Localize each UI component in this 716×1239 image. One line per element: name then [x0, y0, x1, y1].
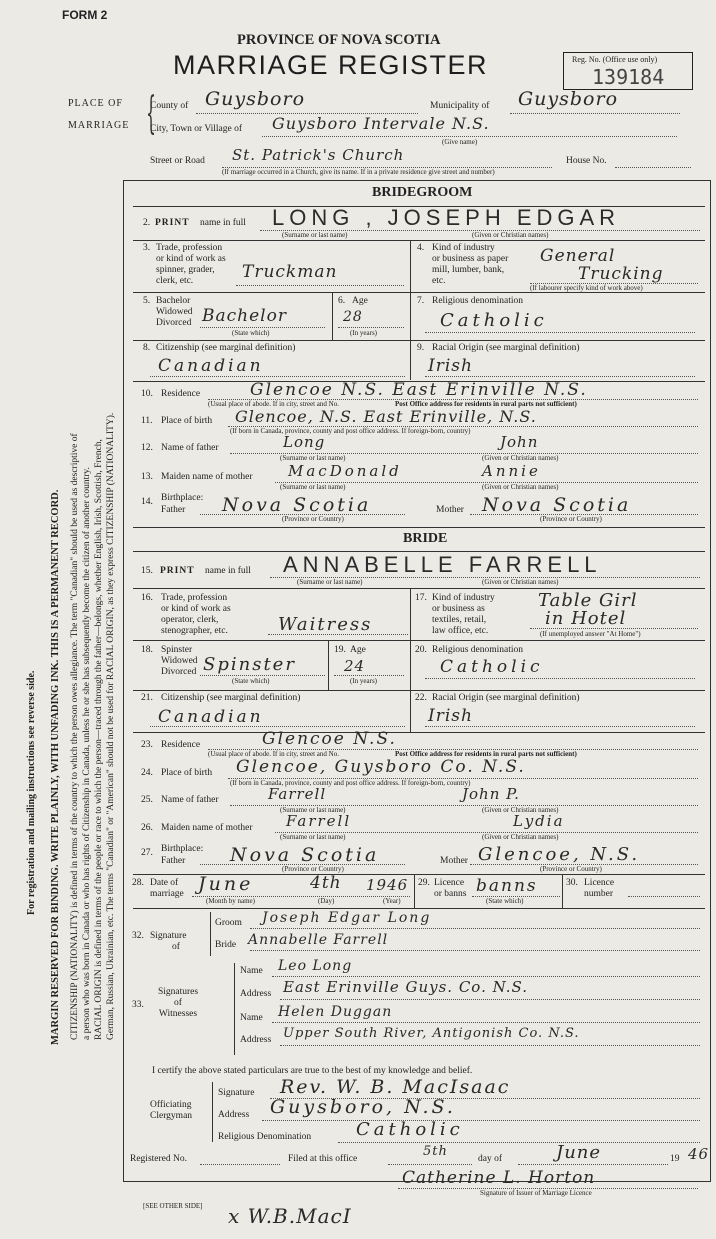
bride-name-value: ANNABELLE FARRELL: [283, 552, 602, 577]
groom-bp-mother-value: Nova Scotia: [482, 494, 632, 516]
groom-bp-mother-label: Mother: [436, 505, 464, 515]
street-label: Street or Road: [150, 156, 205, 166]
bride-religion-label: Religious denomination: [432, 645, 524, 655]
filed-month: June: [556, 1142, 602, 1163]
bride-age-value: 24: [344, 657, 366, 675]
licence-value: banns: [476, 876, 538, 896]
bride-father-given: John P.: [462, 785, 520, 803]
bride-citizen-value: Canadian: [158, 707, 264, 727]
county-label: County of: [150, 101, 189, 111]
bride-residence-value: Glencoe N.S.: [262, 729, 397, 749]
bride-residence-label: Residence: [161, 740, 201, 750]
bride-father-surname: Farrell: [268, 785, 327, 803]
bride-father-surname-caption: (Surname or last name): [280, 806, 346, 814]
marriage-month: June: [198, 873, 254, 895]
groom-status-label: Bachelor Widowed Divorced: [156, 296, 193, 328]
groom-bp-father-caption: (Province or Country): [282, 515, 344, 523]
groom-n7: 7.: [417, 296, 425, 306]
groom-father-surname-caption: (Surname or last name): [280, 454, 346, 462]
m-n29: 29.: [418, 878, 430, 888]
marriage-year: 1946: [366, 876, 409, 894]
groom-n10: 10.: [141, 389, 153, 399]
bride-bp-mother-value: Glencoe, N.S.: [478, 844, 641, 865]
marriage-label: MARRIAGE: [68, 120, 130, 131]
bride-n27: 27.: [141, 848, 153, 858]
issuer-caption: Signature of Issuer of Marriage Licence: [480, 1189, 592, 1197]
bride-birthplace-label: Birthplace:: [161, 844, 204, 854]
margin-citizenship-def-2: a person who was born in Canada or who has rights of Citizenship in Canada, unless he or she has subsequently become the citizen of another country.: [82, 467, 92, 1040]
sig-label: Signature of: [150, 931, 187, 952]
groom-n12: 12.: [141, 443, 153, 453]
groom-birth-caption: (If born in Canada, province, county and post office address. If foreign-born, country): [230, 427, 471, 435]
w2-address-label: Address: [240, 1035, 272, 1045]
m-n30: 30.: [566, 878, 578, 888]
initials: x W.B.MacI: [228, 1204, 352, 1228]
groom-name-value: LONG , JOSEPH EDGAR: [272, 205, 621, 230]
page-title: MARRIAGE REGISTER: [173, 50, 489, 80]
groom-birth-label: Place of birth: [161, 416, 213, 426]
groom-mother-surname-caption: (Surname or last name): [280, 483, 346, 491]
groom-mother-label: Maiden name of mother: [161, 472, 253, 482]
municipality-label: Municipality of: [430, 101, 490, 111]
street-value: St. Patrick's Church: [232, 146, 405, 164]
groom-father-given-caption: (Given or Christian names): [482, 454, 559, 462]
groom-mother-given-caption: (Given or Christian names): [482, 483, 559, 491]
groom-racial-value: Irish: [428, 356, 473, 376]
groom-sig-label: Groom: [215, 918, 242, 928]
bride-age-label: Age: [350, 645, 366, 655]
filed-day: 5th: [423, 1144, 448, 1159]
groom-surname-caption: (Surname or last name): [282, 231, 348, 239]
groom-birthplace-label: Birthplace:: [161, 493, 204, 503]
groom-years-caption: (In years): [350, 329, 378, 337]
bride-n21: 21.: [141, 693, 153, 703]
bride-bp-father-value: Nova Scotia: [230, 844, 380, 866]
m-n33: 33.: [132, 1000, 144, 1010]
groom-trade-value: Truckman: [242, 262, 338, 282]
margin-binding-note: MARGIN RESERVED FOR BINDING. WRITE PLAINLY, WITH UNFADING INK. THIS IS A PERMANENT RECORD.: [50, 489, 61, 1045]
groom-citizen-value: Canadian: [158, 356, 264, 376]
bride-birth-caption: (If born in Canada, province, county and post office address. If foreign-born, country): [230, 779, 471, 787]
groom-industry-value-2: Trucking: [578, 264, 664, 284]
filed-label: Filed at this office: [288, 1154, 358, 1164]
groom-status-value: Bachelor: [202, 306, 287, 326]
day-of-label: day of: [478, 1154, 503, 1164]
groom-bp-father-value: Nova Scotia: [222, 494, 372, 516]
groom-father-surname: Long: [283, 433, 326, 451]
groom-n3: 3.: [143, 243, 151, 253]
margin-racial-def-2: German, Russian, Ukrainian, etc. The terms "Canadian" or "American" should not be used for RACIAL ORIGIN, as they express CITIZENSHIP (NATIONALITY).: [106, 412, 116, 1040]
give-name-caption: (Give name): [442, 138, 478, 146]
licence-caption: (State which): [486, 897, 524, 905]
bride-status-value: Spinster: [203, 654, 296, 675]
clergy-address: Guysboro, N.S.: [270, 1096, 456, 1118]
bride-signature: Annabelle Farrell: [248, 932, 389, 948]
m-n32: 32.: [132, 931, 144, 941]
bride-name-label: name in full: [205, 566, 251, 576]
form-number: FORM 2: [62, 8, 108, 22]
bride-bp-father-label: Father: [161, 856, 186, 866]
bride-industry-label: Kind of industry or business as textiles, retail, law office, etc.: [432, 593, 495, 636]
w1-name-value: Leo Long: [278, 958, 353, 974]
groom-n14: 14.: [141, 497, 153, 507]
certify-text: I certify the above stated particulars are true to the best of my knowledge and belief.: [152, 1066, 473, 1076]
bride-mother-surname: Farrell: [286, 812, 352, 830]
house-label: House No.: [566, 156, 607, 166]
groom-n5: 5.: [143, 296, 151, 306]
groom-bp-mother-caption: (Province or Country): [540, 515, 602, 523]
bride-n26: 26.: [141, 823, 153, 833]
groom-n4: 4.: [417, 243, 425, 253]
bride-trade-label: Trade, profession or kind of work as operator, clerk, stenographer, etc.: [161, 593, 231, 636]
groom-bp-father-label: Father: [161, 505, 186, 515]
groom-religion-value: Catholic: [440, 310, 548, 331]
groom-signature: Joseph Edgar Long: [262, 910, 432, 926]
brace: {: [146, 88, 156, 139]
place-note: (If marriage occurred in a Church, give its name. If in a private residence give street and number): [222, 168, 495, 176]
groom-father-given: John: [500, 433, 539, 451]
groom-residence-value: Glencoe N.S. East Erinville N.S.: [250, 380, 588, 400]
w2-name-value: Helen Duggan: [278, 1004, 393, 1020]
day-caption: (Day): [318, 897, 335, 905]
bride-mother-label: Maiden name of mother: [161, 823, 253, 833]
bride-religion-value: Catholic: [440, 657, 544, 677]
see-other-side: [SEE OTHER SIDE]: [143, 1202, 203, 1210]
clergy-label: Officiating Clergyman: [150, 1100, 193, 1121]
w2-name-label: Name: [240, 1013, 263, 1023]
bride-years-caption: (In years): [350, 677, 378, 685]
date-label: Date of marriage: [150, 878, 184, 899]
bride-state-caption: (State which): [232, 677, 270, 685]
bride-n25: 25.: [141, 795, 153, 805]
groom-birth-value: Glencoe, N.S. East Erinville, N.S.: [235, 407, 537, 426]
year-caption: (Year): [383, 897, 401, 905]
reg-no-label: Reg. No. (Office use only): [572, 55, 658, 64]
w1-name-label: Name: [240, 966, 263, 976]
clergy-sig-label: Signature: [218, 1088, 255, 1098]
clergy-religion: Catholic: [356, 1119, 464, 1140]
bride-trade-value: Waitress: [278, 614, 373, 635]
bride-n23: 23.: [141, 740, 153, 750]
city-value: Guysboro Intervale N.S.: [272, 114, 490, 133]
clergy-signature: Rev. W. B. MacIsaac: [280, 1076, 511, 1098]
groom-po-caption: Post Office address for residents in rural parts not sufficient): [395, 400, 577, 408]
bride-birth-value: Glencoe, Guysboro Co. N.S.: [236, 757, 526, 777]
groom-industry-label: Kind of industry or business as paper mill, lumber, bank, etc.: [432, 243, 509, 286]
municipality-value: Guysboro: [518, 88, 619, 110]
groom-residence-label: Residence: [161, 389, 201, 399]
groom-father-label: Name of father: [161, 443, 219, 453]
bride-n18: 18.: [141, 645, 153, 655]
margin-racial-def-1: RACIAL ORIGIN is defined in terms of the people or race to which the person—traced through the father—belongs, whether English, Irish, Scottish, French,: [94, 439, 104, 1040]
groom-age-label: Age: [352, 296, 368, 306]
filed-year: 46: [688, 1145, 710, 1163]
groom-n11: 11.: [141, 416, 153, 426]
groom-age-value: 28: [343, 309, 363, 325]
province-heading: PROVINCE OF NOVA SCOTIA: [237, 32, 441, 48]
groom-print-label: PRINT: [155, 218, 190, 228]
groom-industry-value-1: General: [540, 246, 616, 266]
reg-no-value: 139184: [592, 65, 665, 89]
city-label: City, Town or Village of: [150, 124, 242, 134]
groom-state-caption: (State which): [232, 329, 270, 337]
bride-print-label: PRINT: [160, 566, 195, 576]
groom-n8: 8.: [143, 343, 151, 353]
bride-industry-value-2: in Hotel: [545, 608, 627, 629]
bride-bp-mother-caption: (Province or Country): [540, 865, 602, 873]
w2-address-value: Upper South River, Antigonish Co. N.S.: [283, 1026, 580, 1041]
bride-mother-given-caption: (Given or Christian names): [482, 833, 559, 841]
groom-n2: 2.: [143, 218, 151, 228]
groom-religion-label: Religious denomination: [432, 296, 524, 306]
bride-n15: 15.: [141, 566, 153, 576]
groom-n9: 9.: [417, 343, 425, 353]
bride-sig-label: Bride: [215, 940, 237, 950]
bride-birth-label: Place of birth: [161, 768, 213, 778]
county-value: Guysboro: [205, 88, 306, 110]
clergy-rel-label: Religious Denomination: [218, 1132, 312, 1142]
groom-racial-label: Racial Origin (see marginal definition): [432, 343, 580, 353]
groom-n13: 13.: [141, 472, 153, 482]
bride-mother-given: Lydia: [513, 812, 565, 830]
place-of-label: PLACE OF: [68, 98, 123, 109]
filed-year-prefix: 19: [670, 1154, 680, 1164]
witnesses-label: Signatures of Witnesses: [157, 987, 199, 1019]
bride-surname-caption: (Surname or last name): [297, 578, 363, 586]
bride-mother-surname-caption: (Surname or last name): [280, 833, 346, 841]
registered-label: Registered No.: [130, 1154, 187, 1164]
bride-father-label: Name of father: [161, 795, 219, 805]
margin-registration-note: For registration and mailing instructions see reverse side.: [26, 670, 37, 915]
licence-no-label: Licence number: [584, 878, 615, 899]
reg-no-box: [563, 52, 693, 90]
groom-citizen-label: Citizenship (see marginal definition): [156, 343, 296, 353]
bride-racial-value: Irish: [428, 706, 473, 726]
clergy-address-label: Address: [218, 1110, 250, 1120]
bride-n19: 19.: [334, 645, 346, 655]
groom-mother-given: Annie: [482, 462, 541, 480]
bride-father-given-caption: (Given or Christian names): [482, 806, 559, 814]
bride-industry-value-1: Table Girl: [538, 590, 638, 611]
groom-name-label: name in full: [200, 218, 246, 228]
bride-heading: BRIDE: [403, 531, 448, 546]
licence-label: Licence or banns: [434, 878, 467, 899]
groom-trade-label: Trade, profession or kind of work as spinner, grader, clerk, etc.: [156, 243, 226, 286]
bride-industry-caption: (If unemployed answer "At Home"): [540, 630, 641, 638]
bride-n24: 24.: [141, 768, 153, 778]
issuer-signature: Catherine L. Horton: [402, 1168, 596, 1188]
bride-n20: 20.: [415, 645, 427, 655]
bride-n22: 22.: [415, 693, 427, 703]
margin-citizenship-def-1: CITIZENSHIP (NATIONALITY) is defined in terms of the country to which the person owes allegiance. The term "Canadian" should be used as descriptive of: [70, 433, 80, 1040]
groom-n6: 6.: [338, 296, 346, 306]
w1-address-label: Address: [240, 989, 272, 999]
groom-residence-caption: (Usual place of abode. If in city, street and No.: [208, 400, 339, 408]
bridegroom-heading: BRIDEGROOM: [372, 185, 473, 200]
bride-n17: 17.: [415, 593, 427, 603]
bride-bp-father-caption: (Province or Country): [282, 865, 344, 873]
bride-n16: 16.: [141, 593, 153, 603]
m-n28: 28.: [132, 878, 144, 888]
marriage-day: 4th: [310, 873, 342, 893]
bride-status-label: Spinster Widowed Divorced: [161, 645, 198, 677]
bride-racial-label: Racial Origin (see marginal definition): [432, 693, 580, 703]
bride-given-caption: (Given or Christian names): [482, 578, 559, 586]
bride-citizen-label: Citizenship (see marginal definition): [161, 693, 301, 703]
groom-industry-caption: (If labourer specify kind of work above): [530, 284, 643, 292]
groom-mother-surname: MacDonald: [288, 462, 402, 480]
w1-address-value: East Erinville Guys. Co. N.S.: [283, 978, 529, 996]
bride-po-caption: Post Office address for residents in rural parts not sufficient): [395, 750, 577, 758]
month-caption: (Month by name): [206, 897, 255, 905]
bride-residence-caption: (Usual place of abode. If in city, street and No.: [208, 750, 339, 758]
bride-bp-mother-label: Mother: [440, 856, 468, 866]
groom-given-caption: (Given or Christian names): [472, 231, 549, 239]
